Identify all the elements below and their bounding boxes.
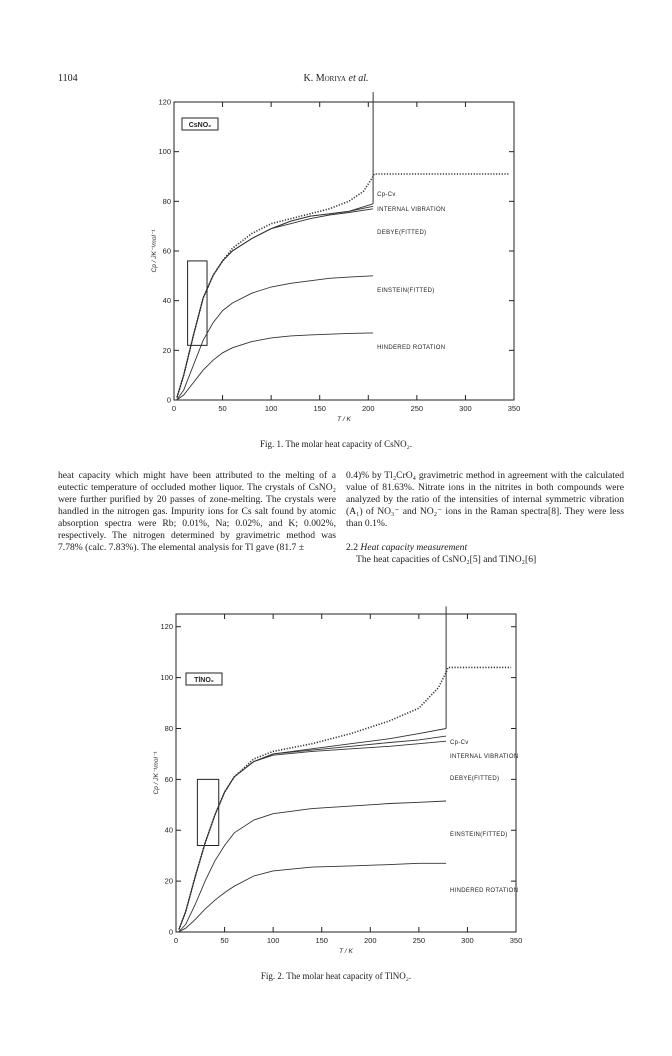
right-paragraph: 0.4)% by Tl₂CrO₄ gravimetric method in agreement with the calculated value of 81.63%. Nitrate ions in the nitrites in both compounds were analyzed by the ratio of the intensities of internal symmetric vibration (A₁) of NO₃⁻ and NO₂⁻ ions in the Raman spectra[8]. They were less than 0.1%. [346, 470, 624, 530]
annotation-label: HINDERED ROTATION [450, 888, 519, 894]
x-tick-label: 150 [315, 936, 328, 945]
subsection-title: Heat capacity measurement [360, 542, 468, 554]
y-axis-label: Cp / JK⁻¹mol⁻¹ [153, 751, 160, 795]
plot-frame [176, 614, 519, 932]
left-column-text [58, 470, 336, 554]
x-tick-label: 350 [509, 936, 523, 945]
annotation-label: INTERNAL VIBRATION [450, 754, 519, 760]
series-5-line [177, 333, 373, 400]
compound-label-text: TlNO₂ [194, 677, 214, 684]
right-column-text [346, 470, 624, 566]
compound-label [186, 673, 222, 685]
x-tick-label: 0 [171, 404, 177, 413]
y-tick-label: 120 [158, 97, 171, 107]
series-5-line [179, 863, 446, 931]
y-tick-label: 80 [164, 723, 173, 733]
y-tick-label: 60 [164, 774, 173, 784]
y-tick-label: 0 [166, 395, 171, 405]
y-tick-label: 0 [168, 927, 173, 937]
figure-2-caption: Fig. 2. The molar heat capacity of TlNO₂. [260, 971, 412, 981]
x-axis-label: T / K [339, 948, 353, 955]
annotation-label: DEBYE(FITTED) [450, 776, 500, 782]
figure-2 [150, 606, 534, 966]
x-tick-label: 250 [410, 404, 424, 413]
annotation-label: EINSTEIN(FITTED) [450, 832, 508, 838]
running-head-et-al: et al. [348, 73, 369, 84]
x-tick-label: 100 [266, 936, 280, 945]
subsection-paragraph: The heat capacities of CsNO₂[5] and TlNO₂[6] [356, 554, 537, 566]
compound-label-text: CsNO₂ [188, 122, 212, 129]
series-3-line [177, 209, 373, 398]
y-tick-label: 40 [162, 296, 171, 306]
y-tick-label: 40 [164, 825, 173, 835]
figure-1-chart [148, 94, 532, 434]
x-axis-label: T / K [337, 416, 351, 423]
running-head [0, 73, 672, 84]
y-tick-label: 20 [162, 345, 171, 355]
y-tick-label: 80 [162, 196, 171, 206]
y-axis-label: Cp / JK⁻¹mol⁻¹ [151, 229, 158, 273]
x-tick-label: 0 [173, 936, 179, 945]
x-tick-label: 300 [459, 404, 472, 413]
x-tick-label: 200 [364, 936, 377, 945]
inset-box [188, 261, 207, 345]
subsection-number: 2.2 [346, 542, 358, 554]
left-paragraph: heat capacity which might have been attributed to the melting of a eutectic temperature of occluded mother liquor. The crystals of CsNO₂ were further purified by 20 passes of zone-melting. The crystals were handled in the nitrogen gas. Impurity ions for Cs salt found by atomic absorption spectra were Rb; 0.01%, Na; 0.02%, and K; 0.002%, respectively. The nitrogen determined by gravimetric method was 7.78% (calc. 7.83%). The elemental analysis for Tl gave (81.7 ± [58, 470, 336, 554]
x-tick-label: 350 [507, 404, 521, 413]
x-tick-label: 50 [218, 404, 227, 413]
x-tick-label: 300 [461, 936, 474, 945]
annotation-label: Cp-Cv [450, 740, 469, 746]
x-tick-label: 100 [264, 404, 278, 413]
plot-frame [174, 102, 514, 400]
annotation-label: Cp-Cv [377, 192, 396, 198]
x-tick-label: 200 [362, 404, 375, 413]
annotation-label: EINSTEIN(FITTED) [377, 288, 435, 294]
series-1-line [177, 204, 373, 398]
series-0-line [177, 174, 509, 398]
running-head-author: K. Moriya [303, 73, 346, 84]
figure-1-caption: Fig. 1. The molar heat capacity of CsNO₂. [260, 439, 412, 449]
x-tick-label: 50 [220, 936, 229, 945]
annotation-label: HINDERED ROTATION [377, 345, 446, 351]
series-2-line [177, 206, 373, 397]
y-tick-label: 100 [160, 673, 173, 683]
x-tick-label: 250 [412, 936, 426, 945]
annotation-label: DEBYE(FITTED) [377, 230, 427, 236]
y-tick-label: 120 [160, 622, 173, 632]
x-tick-label: 150 [313, 404, 326, 413]
y-tick-label: 60 [162, 246, 171, 256]
annotation-label: INTERNAL VIBRATION [377, 207, 446, 213]
y-tick-label: 20 [164, 876, 173, 886]
figure-2-chart [150, 606, 534, 966]
subsection-heading [346, 542, 624, 554]
figure-1 [148, 94, 532, 434]
page-number: 1104 [58, 73, 78, 84]
y-tick-label: 100 [158, 147, 171, 157]
compound-label [182, 118, 218, 130]
